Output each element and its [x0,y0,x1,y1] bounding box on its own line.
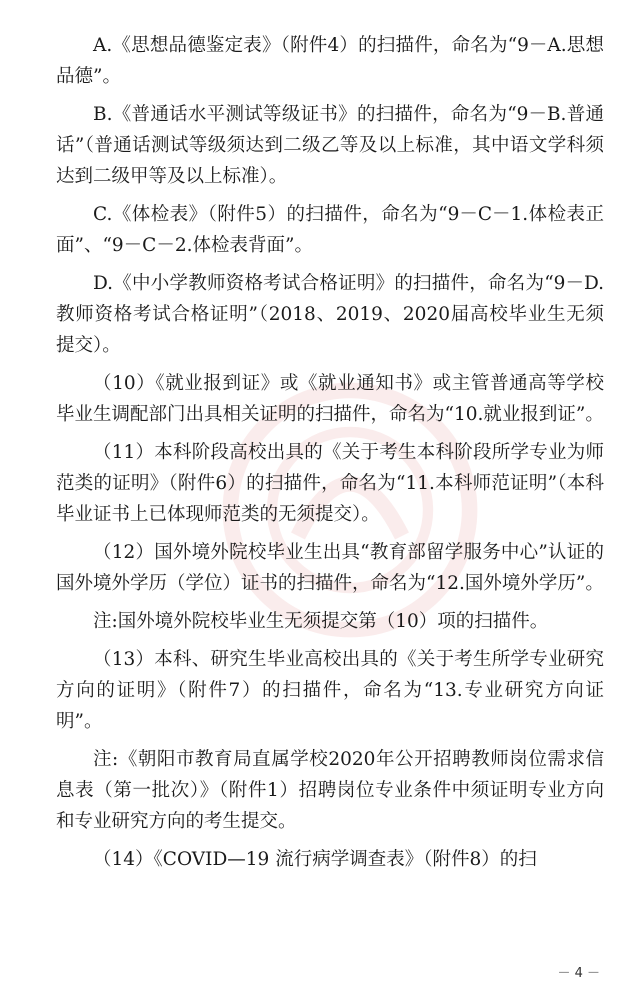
paragraph-12-overseas-degree: （12）国外境外院校毕业生出具“教育部留学服务中心”认证的国外境外学历（学位）证书的扫描件，命名为“12.国外境外学历”。 [56,542,604,594]
note-research-direction: 注:《朝阳市教育局直属学校2020年公开招聘教师岗位需求信息表（第一批次）》（附件1）招聘岗位专业条件中须证明专业方向和专业研究方向的考生提交。 [56,749,604,832]
document-body [56,30,604,875]
paragraph-10-employment-certificate: （10）《就业报到证》或《就业通知书》或主管普通高等学校毕业生调配部门出具相关证明的扫描件，命名为“10.就业报到证”。 [56,373,604,425]
paragraph-c-medical-form: C.《体检表》（附件5）的扫描件，命名为“9－C－1.体检表正面”、“9－C－2.体检表背面”。 [56,204,604,256]
paragraph-b-mandarin-certificate: B.《普通话水平测试等级证书》的扫描件，命名为“9－B.普通话”（普通话测试等级须达到二级乙等及以上标准，其中语文学科须达到二级甲等及以上标准）。 [56,104,604,187]
page-number: － 4 － [557,966,600,981]
paragraph-a-moral-appraisal: A.《思想品德鉴定表》（附件4）的扫描件，命名为“9－A.思想品德”。 [56,35,604,87]
paragraph-11-normal-major-proof: （11）本科阶段高校出具的《关于考生本科阶段所学专业为师范类的证明》（附件6）的扫描件，命名为“11.本科师范证明”（本科毕业证书上已体现师范类的无须提交）。 [56,442,604,525]
paragraph-13-research-direction: （13）本科、研究生毕业高校出具的《关于考生所学专业研究方向的证明》（附件7）的扫描件，命名为“13.专业研究方向证明”。 [56,649,604,732]
paragraph-d-teacher-qualification: D.《中小学教师资格考试合格证明》的扫描件，命名为“9－D.教师资格考试合格证明”（2018、2019、2020届高校毕业生无须提交）。 [56,273,604,356]
note-overseas-graduates: 注:国外境外院校毕业生无须提交第（10）项的扫描件。 [93,611,549,632]
paragraph-14-covid-survey: （14）《COVID—19 流行病学调查表》（附件8）的扫 [93,849,537,870]
